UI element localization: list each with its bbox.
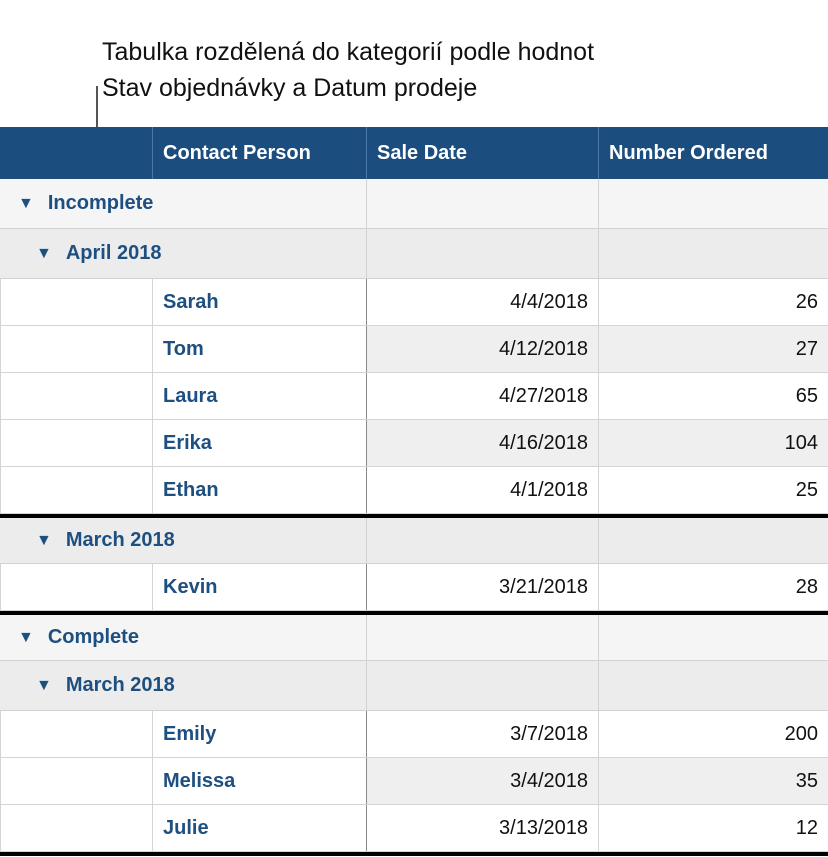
category-empty-cell bbox=[366, 179, 598, 228]
category-row[interactable] bbox=[0, 179, 828, 229]
table-body bbox=[0, 179, 828, 852]
sale-date-cell[interactable]: 4/27/2018 bbox=[366, 373, 598, 419]
table-row[interactable] bbox=[0, 373, 828, 420]
row-empty-cell[interactable] bbox=[0, 420, 152, 466]
row-empty-cell[interactable] bbox=[0, 758, 152, 804]
table-row[interactable] bbox=[0, 711, 828, 758]
number-ordered-cell[interactable]: 104 bbox=[598, 420, 828, 466]
row-empty-cell[interactable] bbox=[0, 805, 152, 851]
category-label: Incomplete bbox=[47, 192, 154, 214]
table-row[interactable] bbox=[0, 564, 828, 611]
subcategory-empty-cell bbox=[598, 518, 828, 563]
sale-date-cell[interactable]: 3/4/2018 bbox=[366, 758, 598, 804]
disclosure-triangle-icon[interactable]: ▼ bbox=[18, 628, 34, 646]
contact-person-cell[interactable]: Julie bbox=[152, 805, 366, 851]
number-ordered-cell[interactable]: 27 bbox=[598, 326, 828, 372]
category-label-cell bbox=[0, 615, 366, 660]
subcategory-row[interactable] bbox=[0, 514, 828, 564]
subcategory-empty-cell bbox=[598, 229, 828, 278]
table-row[interactable] bbox=[0, 420, 828, 467]
sale-date-cell[interactable]: 4/12/2018 bbox=[366, 326, 598, 372]
contact-person-cell[interactable]: Melissa bbox=[152, 758, 366, 804]
subcategory-label: April 2018 bbox=[65, 242, 162, 264]
contact-person-cell[interactable]: Laura bbox=[152, 373, 366, 419]
callout-line-2: Stav objednávky a Datum prodeje bbox=[102, 74, 478, 102]
disclosure-triangle-icon[interactable]: ▼ bbox=[36, 676, 52, 694]
subcategory-empty-cell bbox=[366, 661, 598, 710]
subcategory-label: March 2018 bbox=[65, 529, 175, 551]
sale-date-cell[interactable]: 4/16/2018 bbox=[366, 420, 598, 466]
contact-person-cell[interactable]: Ethan bbox=[152, 467, 366, 513]
number-ordered-cell[interactable]: 26 bbox=[598, 279, 828, 325]
subcategory-empty-cell bbox=[598, 661, 828, 710]
sale-date-cell[interactable]: 4/4/2018 bbox=[366, 279, 598, 325]
subcategory-empty-cell bbox=[366, 518, 598, 563]
subcategory-row[interactable] bbox=[0, 661, 828, 711]
category-row[interactable] bbox=[0, 611, 828, 661]
contact-person-cell[interactable]: Emily bbox=[152, 711, 366, 757]
header-cell-sale-date[interactable]: Sale Date bbox=[366, 127, 598, 179]
table-row[interactable] bbox=[0, 467, 828, 514]
header-cell-category[interactable] bbox=[0, 127, 152, 179]
table-row[interactable] bbox=[0, 758, 828, 805]
subcategory-row[interactable] bbox=[0, 229, 828, 279]
categorized-table bbox=[0, 127, 828, 856]
table-row[interactable] bbox=[0, 805, 828, 852]
sale-date-cell[interactable]: 3/21/2018 bbox=[366, 564, 598, 610]
row-empty-cell[interactable] bbox=[0, 326, 152, 372]
table-row[interactable] bbox=[0, 279, 828, 326]
subcategory-label-cell bbox=[0, 518, 366, 563]
number-ordered-cell[interactable]: 25 bbox=[598, 467, 828, 513]
table-header-row bbox=[0, 127, 828, 179]
category-empty-cell bbox=[366, 615, 598, 660]
header-cell-contact-person[interactable]: Contact Person bbox=[152, 127, 366, 179]
category-label: Complete bbox=[47, 626, 139, 648]
row-empty-cell[interactable] bbox=[0, 279, 152, 325]
sale-date-cell[interactable]: 3/7/2018 bbox=[366, 711, 598, 757]
sale-date-cell[interactable]: 4/1/2018 bbox=[366, 467, 598, 513]
category-label-cell bbox=[0, 179, 366, 228]
subcategory-empty-cell bbox=[366, 229, 598, 278]
contact-person-cell[interactable]: Tom bbox=[152, 326, 366, 372]
subcategory-label-cell bbox=[0, 661, 366, 710]
number-ordered-cell[interactable]: 35 bbox=[598, 758, 828, 804]
header-cell-number-ordered[interactable]: Number Ordered bbox=[598, 127, 828, 179]
number-ordered-cell[interactable]: 28 bbox=[598, 564, 828, 610]
subcategory-label-cell bbox=[0, 229, 366, 278]
row-empty-cell[interactable] bbox=[0, 467, 152, 513]
number-ordered-cell[interactable]: 65 bbox=[598, 373, 828, 419]
disclosure-triangle-icon[interactable]: ▼ bbox=[36, 531, 52, 549]
subcategory-label: March 2018 bbox=[65, 674, 175, 696]
callout-line-1: Tabulka rozdělená do kategorií podle hodnot bbox=[102, 38, 595, 66]
row-empty-cell[interactable] bbox=[0, 373, 152, 419]
disclosure-triangle-icon[interactable]: ▼ bbox=[18, 194, 34, 212]
row-empty-cell[interactable] bbox=[0, 564, 152, 610]
row-empty-cell[interactable] bbox=[0, 711, 152, 757]
table-row[interactable] bbox=[0, 326, 828, 373]
contact-person-cell[interactable]: Kevin bbox=[152, 564, 366, 610]
category-empty-cell bbox=[598, 179, 828, 228]
number-ordered-cell[interactable]: 200 bbox=[598, 711, 828, 757]
sale-date-cell[interactable]: 3/13/2018 bbox=[366, 805, 598, 851]
contact-person-cell[interactable]: Sarah bbox=[152, 279, 366, 325]
callout-text bbox=[102, 34, 594, 106]
contact-person-cell[interactable]: Erika bbox=[152, 420, 366, 466]
table-bottom-border bbox=[0, 852, 828, 856]
category-empty-cell bbox=[598, 615, 828, 660]
number-ordered-cell[interactable]: 12 bbox=[598, 805, 828, 851]
disclosure-triangle-icon[interactable]: ▼ bbox=[36, 244, 52, 262]
